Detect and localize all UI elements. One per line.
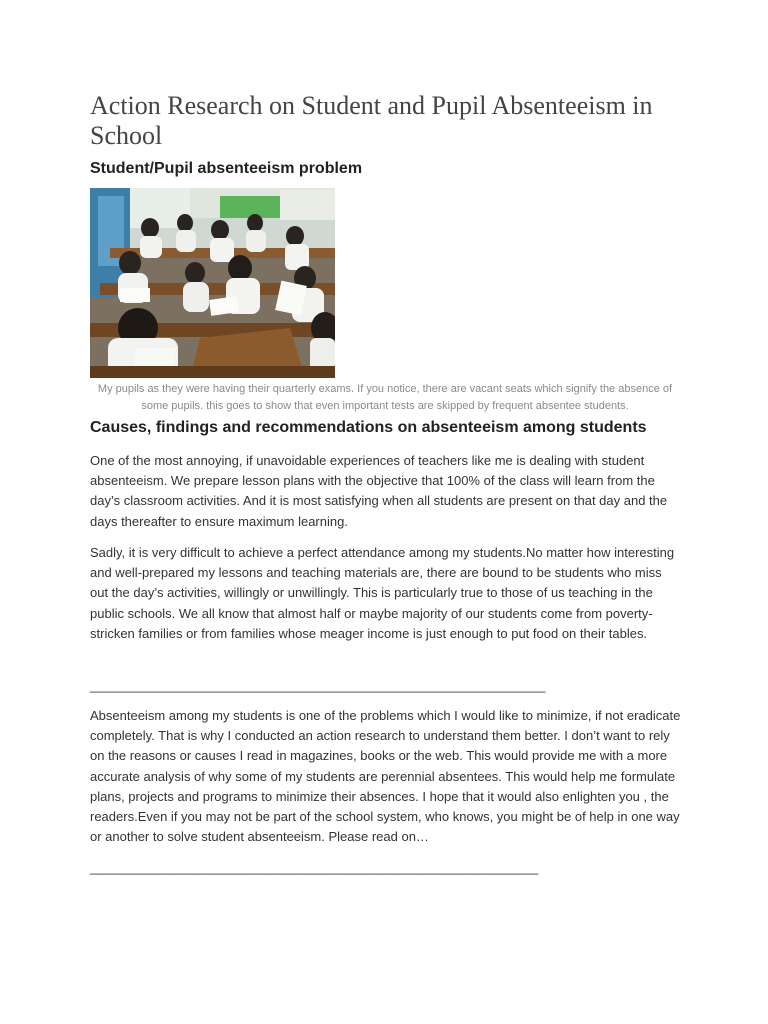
- separator-line: ______________________________________________________________: [90, 860, 539, 875]
- article-subtitle: Student/Pupil absenteeism problem: [90, 160, 363, 177]
- paragraph-2: Sadly, it is very difficult to achieve a perfect attendance among my students.No matter how interesting and well-prepared my lessons and teaching materials are, there are bound to be students who miss out the day’s activities, willingly or unwillingly. This is particularly true to those of us teaching in the public schools. We all know that almost half or maybe majority of our students come from poverty-stricken families or from families whose meager income is just enough to put food on their tables.: [90, 545, 675, 641]
- classroom-photo: [90, 188, 335, 378]
- paragraph-1: One of the most annoying, if unavoidable experiences of teachers like me is dealing with student absenteeism. We prepare lesson plans with the objective that 100% of the class will learn from the day’s classroom activities. And it is most satisfying when all students are present on that day and the days thereafter to ensure maximum learning.: [90, 453, 668, 529]
- photo-caption: My pupils as they were having their quarterly exams. If you notice, there are vacant seats which signify the absence of some pupils. this goes to show that even important tests are skipped by frequent absentee students.: [97, 383, 673, 412]
- separator-line: _______________________________________________________________: [90, 678, 546, 693]
- article-title: Action Research on Student and Pupil Absenteeism in School: [90, 91, 653, 150]
- section-heading: Causes, findings and recommendations on absenteeism among students: [90, 419, 647, 436]
- paragraph-3: Absenteeism among my students is one of the problems which I would like to minimize, if not eradicate completely. That is why I conducted an action research to understand them better. I don’t want to rely on the reasons or causes I read in magazines, books or the web. This would provide me with a more accurate analysis of why some of my students are perennial absentees. This would help me formulate plans, projects and programs to minimize their absences. I hope that it would also enlighten you , the readers.Even if you may not be part of the school system, who knows, you might be of help in one way or another to solve student absenteeism. Please read on…: [90, 708, 681, 845]
